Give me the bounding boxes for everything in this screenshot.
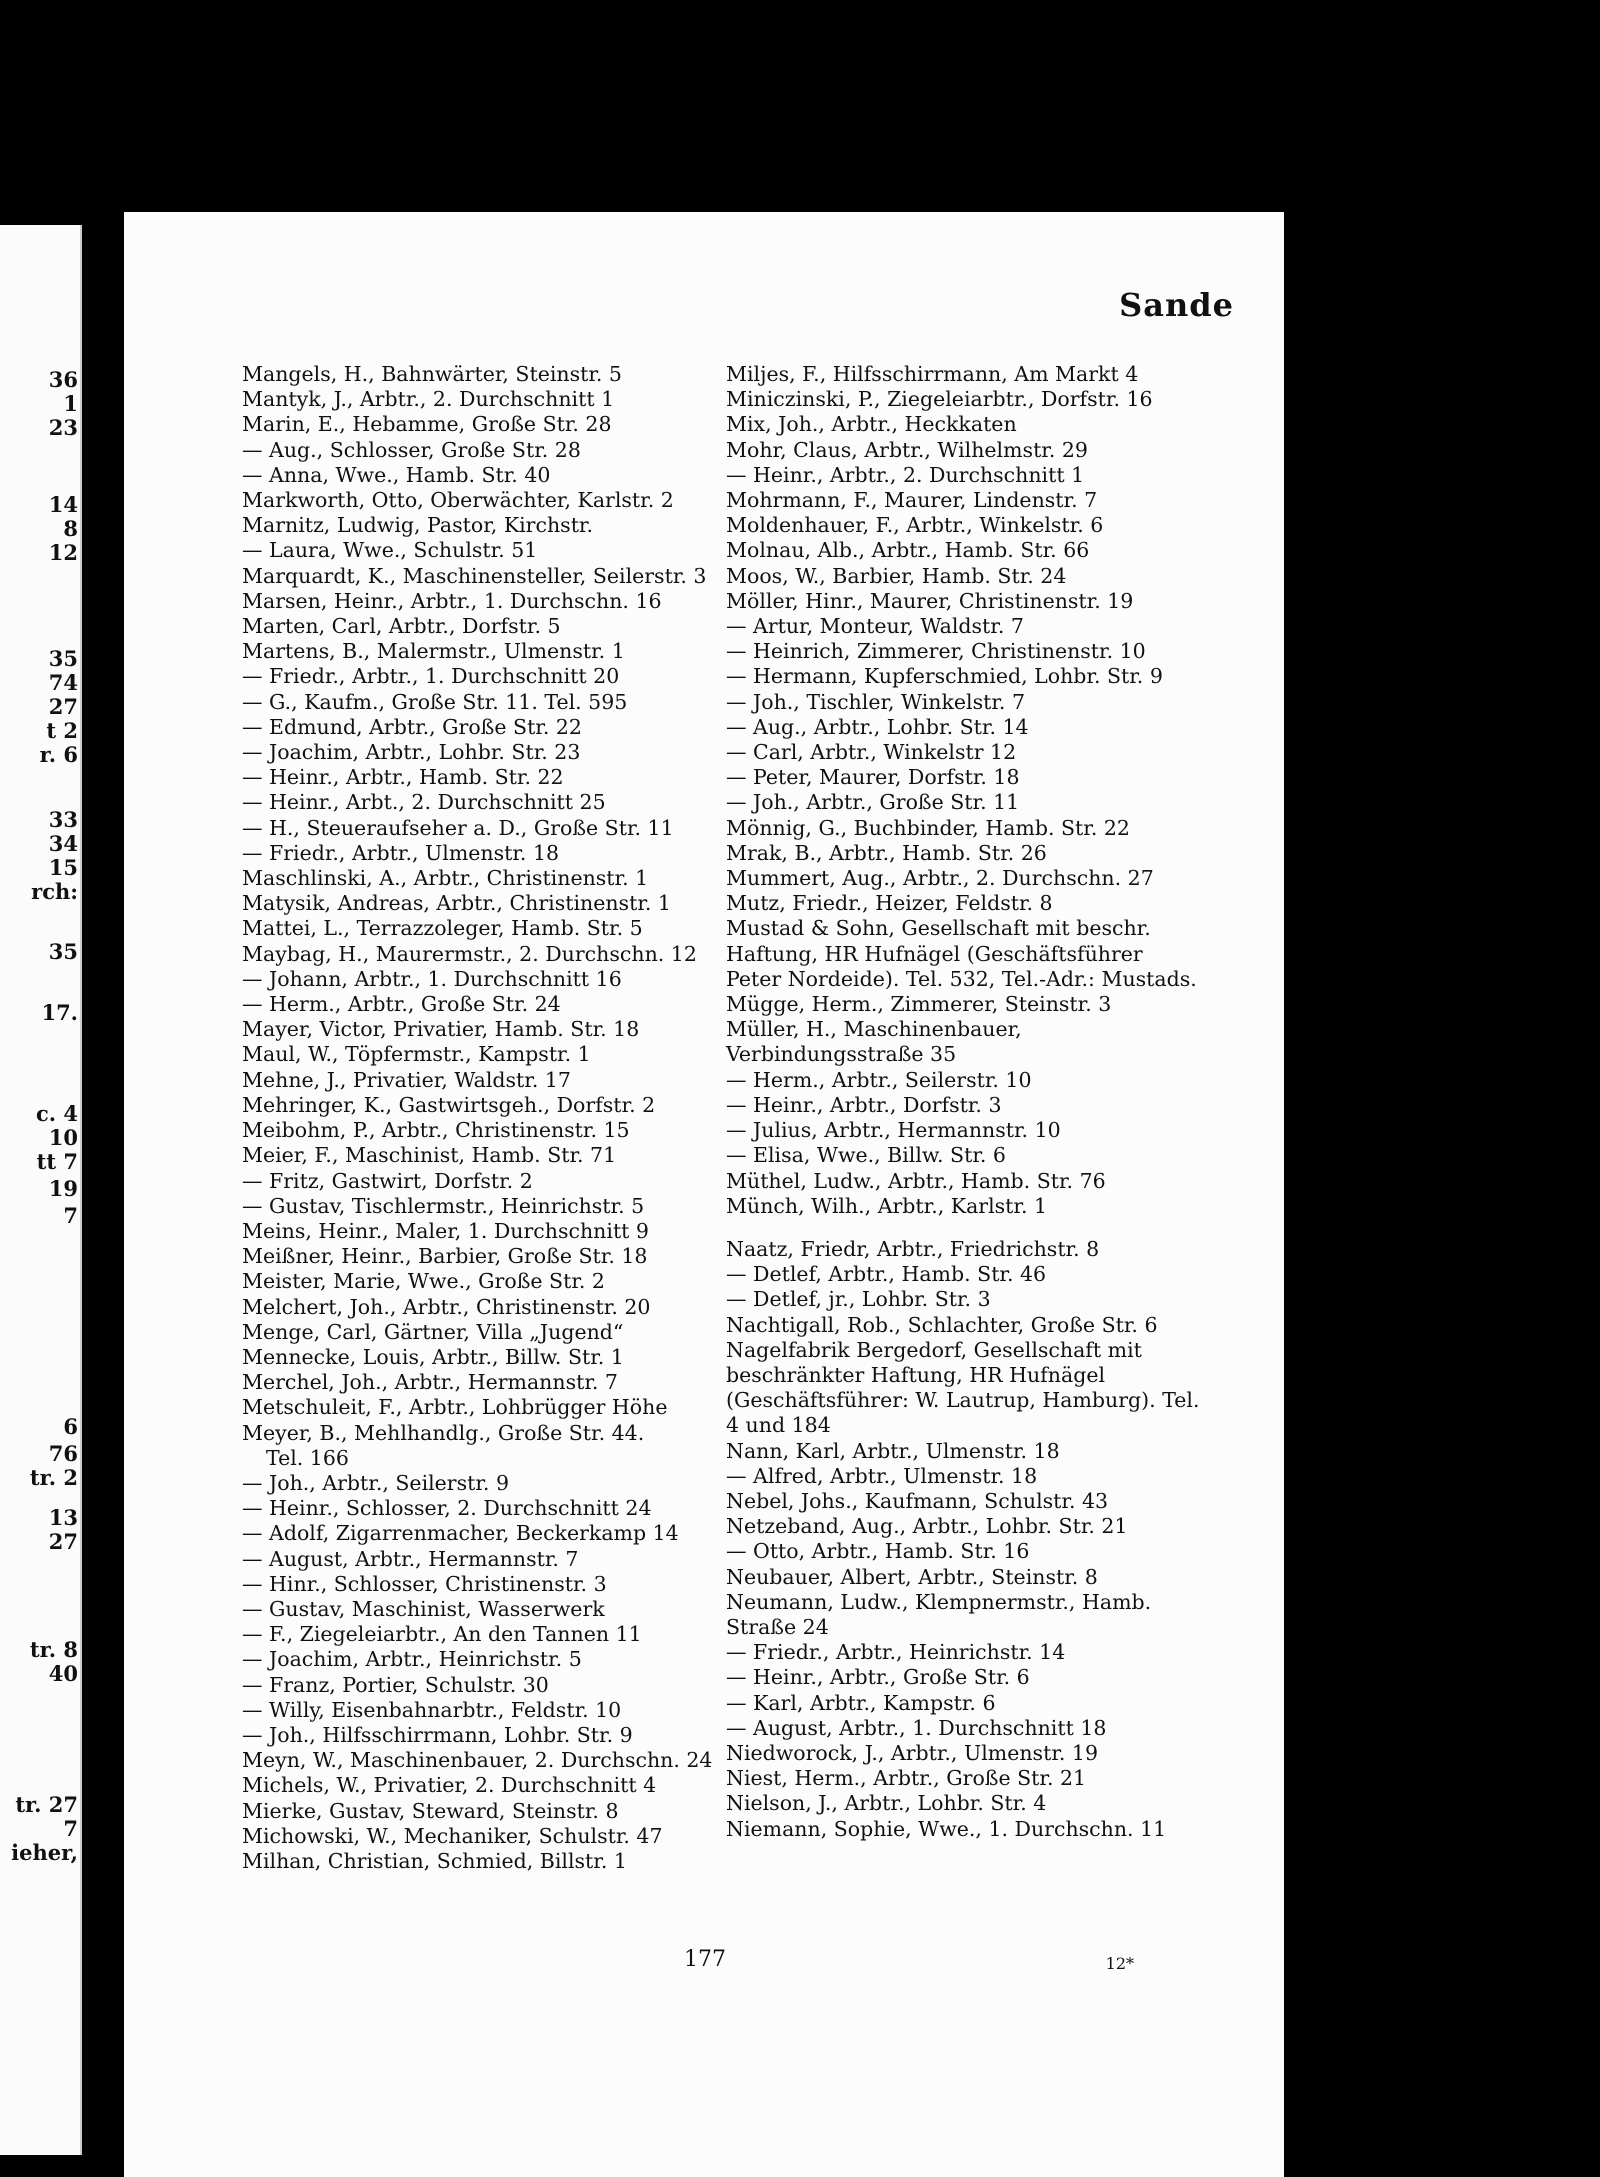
left-page-fragment: 15 (48, 855, 78, 880)
list-item: — Artur, Monteur, Waldstr. 7 (726, 614, 1024, 639)
list-item: Mummert, Aug., Arbtr., 2. Durchschn. 27 (726, 866, 1154, 891)
list-item: — Laura, Wwe., Schulstr. 51 (242, 538, 538, 563)
left-page-fragment: 23 (48, 415, 78, 440)
left-page-fragment: t 2 (46, 718, 78, 743)
list-item: — Otto, Arbtr., Hamb. Str. 16 (726, 1539, 1030, 1564)
list-item: — Joh., Arbtr., Seilerstr. 9 (242, 1470, 509, 1495)
list-item: Moos, W., Barbier, Hamb. Str. 24 (726, 563, 1067, 588)
list-item: Molnau, Alb., Arbtr., Hamb. Str. 66 (726, 538, 1090, 563)
list-item: — Joh., Hilfsschirrmann, Lohbr. Str. 9 (242, 1722, 633, 1747)
left-page-fragment: 34 (48, 831, 78, 856)
list-item: — Joachim, Arbtr., Lohbr. Str. 23 (242, 740, 581, 765)
list-item: Möller, Hinr., Maurer, Christinenstr. 19 (726, 588, 1134, 613)
left-page-fragment: tt 7 (36, 1149, 78, 1174)
list-item: Netzeband, Aug., Arbtr., Lohbr. Str. 21 (726, 1514, 1128, 1539)
left-page-fragment: 13 (48, 1505, 78, 1530)
list-item: — Aug., Arbtr., Lohbr. Str. 14 (726, 714, 1029, 739)
list-item: Maul, W., Töpfermstr., Kampstr. 1 (242, 1042, 591, 1067)
list-item: Matysik, Andreas, Arbtr., Christinenstr. 1 (242, 891, 671, 916)
list-item: Metschuleit, F., Arbtr., Lohbrügger Höhe (242, 1395, 668, 1420)
list-item: Marten, Carl, Arbtr., Dorfstr. 5 (242, 614, 561, 639)
list-item: — Friedr., Arbtr., 1. Durchschnitt 20 (242, 664, 620, 689)
list-item: Mierke, Gustav, Steward, Steinstr. 8 (242, 1798, 619, 1823)
left-page-fragment: tr. 27 (15, 1792, 78, 1817)
list-item: Mügge, Herm., Zimmerer, Steinstr. 3 (726, 992, 1112, 1017)
list-item-company: Nagelfabrik Bergedorf, Gesellschaft mit beschränkter Haftung, HR Hufnägel (Geschäftsführer: W. Lautrup, Hamburg). Tel. 4 und 184 (726, 1337, 1200, 1438)
list-item: Mangels, H., Bahnwärter, Steinstr. 5 (242, 362, 622, 386)
list-item: — Elisa, Wwe., Billw. Str. 6 (726, 1143, 1006, 1168)
list-item: Mohr, Claus, Arbtr., Wilhelmstr. 29 (726, 437, 1088, 462)
left-page-fragment: 1 (63, 391, 78, 416)
list-item-continuation: Tel. 166 (266, 1445, 349, 1470)
list-item: — Heinr., Arbtr., 2. Durchschnitt 1 (726, 462, 1085, 487)
list-item: Maybag, H., Maurermstr., 2. Durchschn. 12 (242, 941, 697, 966)
list-item: Nielson, J., Arbtr., Lohbr. Str. 4 (726, 1791, 1047, 1816)
list-item: Marnitz, Ludwig, Pastor, Kirchstr. (242, 513, 593, 538)
list-item: Neumann, Ludw., Klempnermstr., Hamb. Straße 24 (726, 1589, 1152, 1639)
list-item: Münch, Wilh., Arbtr., Karlstr. 1 (726, 1193, 1048, 1218)
list-item: Müthel, Ludw., Arbtr., Hamb. Str. 76 (726, 1168, 1106, 1193)
list-item: Maschlinski, A., Arbtr., Christinenstr. 1 (242, 866, 649, 891)
list-item: — Julius, Arbtr., Hermannstr. 10 (726, 1118, 1061, 1143)
list-item: — Adolf, Zigarrenmacher, Beckerkamp 14 (242, 1521, 679, 1546)
list-item: — Joachim, Arbtr., Heinrichstr. 5 (242, 1647, 582, 1672)
left-page-fragment: 35 (48, 939, 78, 964)
list-item: Niedworock, J., Arbtr., Ulmenstr. 19 (726, 1740, 1098, 1765)
list-item: Niest, Herm., Arbtr., Große Str. 21 (726, 1766, 1087, 1791)
left-page-fragment: 14 (48, 492, 78, 517)
left-page-fragment: 33 (48, 807, 78, 832)
left-page-fragment: 19 (48, 1176, 78, 1201)
list-item: Meins, Heinr., Maler, 1. Durchschnitt 9 (242, 1218, 649, 1243)
list-item: — August, Arbtr., Hermannstr. 7 (242, 1546, 579, 1571)
list-item: — Heinr., Arbt., 2. Durchschnitt 25 (242, 790, 606, 815)
column-right (726, 362, 1201, 1842)
left-page-fragment: tr. 2 (29, 1465, 78, 1490)
list-item: — Heinr., Arbtr., Dorfstr. 3 (726, 1092, 1002, 1117)
list-item: — Aug., Schlosser, Große Str. 28 (242, 437, 581, 462)
list-item: — Gustav, Maschinist, Wasserwerk (242, 1596, 605, 1621)
list-item: Mattei, L., Terrazzoleger, Hamb. Str. 5 (242, 916, 643, 941)
left-page-fragment: 12 (48, 540, 78, 565)
list-item: — Peter, Maurer, Dorfstr. 18 (726, 765, 1020, 790)
previous-page-edge (0, 225, 82, 2155)
list-item: Mennecke, Louis, Arbtr., Billw. Str. 1 (242, 1344, 624, 1369)
left-page-fragment: 7 (63, 1816, 78, 1841)
list-item: Meibohm, P., Arbtr., Christinenstr. 15 (242, 1118, 630, 1143)
left-page-fragment: 10 (48, 1125, 78, 1150)
left-page-fragment: 17. (41, 1000, 78, 1025)
list-item: Miniczinski, P., Ziegeleiarbtr., Dorfstr. 16 (726, 387, 1153, 412)
list-item: — Friedr., Arbtr., Heinrichstr. 14 (726, 1640, 1066, 1665)
list-item: Melchert, Joh., Arbtr., Christinenstr. 20 (242, 1294, 651, 1319)
list-item: Menge, Carl, Gärtner, Villa „Jugend“ (242, 1319, 624, 1344)
directory-page (124, 212, 1284, 2177)
list-item: Mrak, B., Arbtr., Hamb. Str. 26 (726, 840, 1047, 865)
left-page-fragment: 27 (48, 1529, 78, 1554)
left-page-fragment: 35 (48, 646, 78, 671)
left-page-fragment: 27 (48, 694, 78, 719)
column-left (242, 362, 717, 1874)
list-item: Markworth, Otto, Oberwächter, Karlstr. 2 (242, 488, 674, 513)
list-item: — August, Arbtr., 1. Durchschnitt 18 (726, 1715, 1107, 1740)
list-item: — Herm., Arbtr., Große Str. 24 (242, 992, 561, 1017)
left-page-fragment: 74 (48, 670, 78, 695)
list-item: — Detlef, jr., Lohbr. Str. 3 (726, 1287, 991, 1312)
left-page-fragment: 6 (63, 1414, 78, 1439)
list-item: Naatz, Friedr, Arbtr., Friedrichstr. 8 (726, 1236, 1100, 1261)
list-item: Marin, E., Hebamme, Große Str. 28 (242, 412, 612, 437)
list-item: — Heinr., Schlosser, 2. Durchschnitt 24 (242, 1496, 652, 1521)
list-item: Merchel, Joh., Arbtr., Hermannstr. 7 (242, 1370, 618, 1395)
list-item: — Johann, Arbtr., 1. Durchschnitt 16 (242, 966, 622, 991)
list-item: Meister, Marie, Wwe., Große Str. 2 (242, 1269, 605, 1294)
left-page-fragment: 40 (48, 1661, 78, 1686)
list-item: Müller, H., Maschinenbauer, Verbindungsstraße 35 (726, 1017, 1022, 1067)
left-page-fragment: 7 (63, 1203, 78, 1228)
list-item: — Herm., Arbtr., Seilerstr. 10 (726, 1067, 1032, 1092)
list-item: Marquardt, K., Maschinensteller, Seilerstr. 3 (242, 563, 707, 588)
left-page-fragment: r. 6 (39, 742, 78, 767)
page-number: 177 (684, 1947, 726, 1972)
left-page-fragment: rch: (31, 879, 78, 904)
list-item: — Karl, Arbtr., Kampstr. 6 (726, 1690, 996, 1715)
left-page-fragment: 76 (48, 1441, 78, 1466)
list-item: — F., Ziegeleiarbtr., An den Tannen 11 (242, 1622, 642, 1647)
list-item: — Carl, Arbtr., Winkelstr 12 (726, 740, 1017, 765)
list-item: Mayer, Victor, Privatier, Hamb. Str. 18 (242, 1017, 640, 1042)
list-item: Niemann, Sophie, Wwe., 1. Durchschn. 11 (726, 1816, 1167, 1841)
list-item: — Willy, Eisenbahnarbtr., Feldstr. 10 (242, 1697, 622, 1722)
list-item: Moldenhauer, F., Arbtr., Winkelstr. 6 (726, 513, 1104, 538)
list-item: — Joh., Tischler, Winkelstr. 7 (726, 689, 1025, 714)
list-item: — Heinr., Arbtr., Hamb. Str. 22 (242, 765, 564, 790)
list-item: Mix, Joh., Arbtr., Heckkaten (726, 412, 1017, 437)
left-page-fragment: ieher, (11, 1840, 78, 1865)
list-item: — Hermann, Kupferschmied, Lohbr. Str. 9 (726, 664, 1163, 689)
list-item: Martens, B., Malermstr., Ulmenstr. 1 (242, 639, 625, 664)
list-item: Miljes, F., Hilfsschirrmann, Am Markt 4 (726, 362, 1139, 386)
list-item: Neubauer, Albert, Arbtr., Steinstr. 8 (726, 1564, 1098, 1589)
list-item: Mantyk, J., Arbtr., 2. Durchschnitt 1 (242, 387, 615, 412)
list-item: — Heinr., Arbtr., Große Str. 6 (726, 1665, 1030, 1690)
list-item: — Hinr., Schlosser, Christinenstr. 3 (242, 1571, 607, 1596)
list-item: — Friedr., Arbtr., Ulmenstr. 18 (242, 840, 560, 865)
list-item: — Franz, Portier, Schulstr. 30 (242, 1672, 549, 1697)
list-item: Michels, W., Privatier, 2. Durchschnitt 4 (242, 1773, 657, 1798)
signature-mark: 12* (1105, 1954, 1134, 1973)
list-item: — Edmund, Arbtr., Große Str. 22 (242, 714, 582, 739)
list-item: Nebel, Johs., Kaufmann, Schulstr. 43 (726, 1488, 1109, 1513)
list-item: Meißner, Heinr., Barbier, Große Str. 18 (242, 1244, 648, 1269)
list-item: Meier, F., Maschinist, Hamb. Str. 71 (242, 1143, 617, 1168)
list-item: Mönnig, G., Buchbinder, Hamb. Str. 22 (726, 815, 1130, 840)
list-item: Michowski, W., Mechaniker, Schulstr. 47 (242, 1823, 663, 1848)
list-item: — Heinrich, Zimmerer, Christinenstr. 10 (726, 639, 1146, 664)
running-head: Sande (1119, 286, 1234, 324)
list-item: Milhan, Christian, Schmied, Billstr. 1 (242, 1848, 627, 1873)
list-item: Mehringer, K., Gastwirtsgeh., Dorfstr. 2 (242, 1092, 656, 1117)
list-item: — Anna, Wwe., Hamb. Str. 40 (242, 462, 551, 487)
list-item: Nann, Karl, Arbtr., Ulmenstr. 18 (726, 1438, 1060, 1463)
left-page-fragment: 8 (63, 516, 78, 541)
list-item: Mehne, J., Privatier, Waldstr. 17 (242, 1067, 571, 1092)
list-item: — H., Steueraufseher a. D., Große Str. 11 (242, 815, 674, 840)
list-item: — Fritz, Gastwirt, Dorfstr. 2 (242, 1168, 533, 1193)
list-item: — Joh., Arbtr., Große Str. 11 (726, 790, 1020, 815)
list-item: Meyer, B., Mehlhandlg., Große Str. 44. (242, 1420, 645, 1445)
list-item: — G., Kaufm., Große Str. 11. Tel. 595 (242, 689, 628, 714)
list-item: — Detlef, Arbtr., Hamb. Str. 46 (726, 1262, 1047, 1287)
list-item: Meyn, W., Maschinenbauer, 2. Durchschn. 24 (242, 1748, 713, 1773)
left-page-fragment: 36 (48, 367, 78, 392)
left-page-fragment: tr. 8 (29, 1637, 78, 1662)
list-item: Marsen, Heinr., Arbtr., 1. Durchschn. 16 (242, 588, 662, 613)
list-item: Mutz, Friedr., Heizer, Feldstr. 8 (726, 891, 1053, 916)
list-item: Nachtigall, Rob., Schlachter, Große Str. 6 (726, 1312, 1158, 1337)
list-item: Mohrmann, F., Maurer, Lindenstr. 7 (726, 488, 1098, 513)
list-item-company: Mustad & Sohn, Gesellschaft mit beschr. Haftung, HR Hufnägel (Geschäftsführer Peter Nordeide). Tel. 532, Tel.-Adr.: Mustads. (726, 916, 1197, 991)
list-item: — Gustav, Tischlermstr., Heinrichstr. 5 (242, 1193, 645, 1218)
left-page-fragment: c. 4 (35, 1101, 78, 1126)
list-item: — Alfred, Arbtr., Ulmenstr. 18 (726, 1463, 1038, 1488)
